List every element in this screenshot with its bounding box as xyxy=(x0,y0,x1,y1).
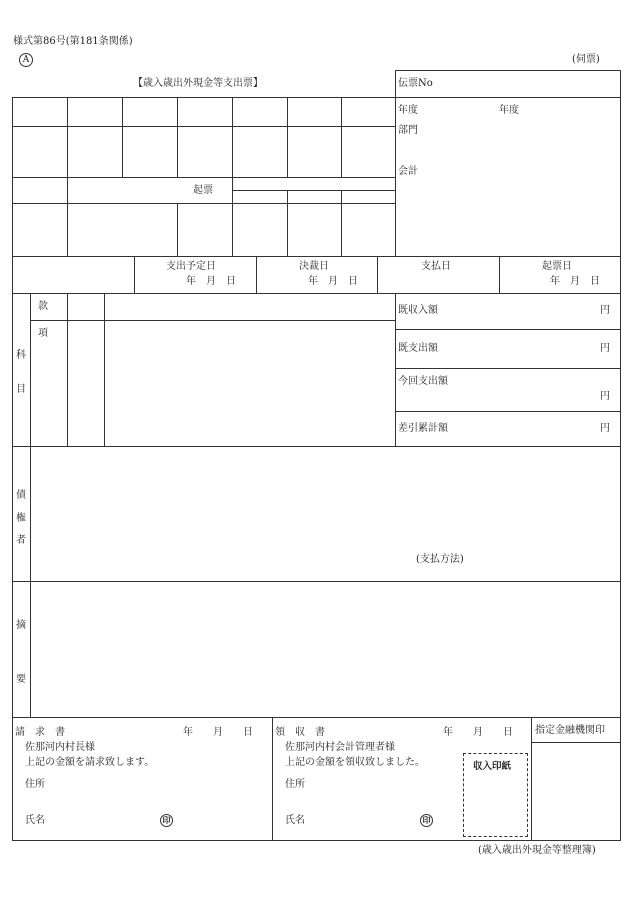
grid-col-5 xyxy=(287,97,288,177)
payment-date-label: 支払日 xyxy=(421,261,451,272)
kou-label: 項 xyxy=(38,328,48,339)
balance-amount-label: 差引累計額 xyxy=(398,423,448,434)
subject-col-4 xyxy=(395,293,396,446)
invoice-address: 住所 xyxy=(25,779,45,790)
bank-seal-label: 指定金融機関印 xyxy=(535,725,605,736)
decision-date-label: 決裁日 xyxy=(299,261,329,272)
kan-label: 款 xyxy=(38,301,48,312)
form-title: 【歳入歳出外現金等支出票】 xyxy=(133,78,263,89)
received-yen: 円 xyxy=(600,305,610,316)
creditor-bottom xyxy=(12,581,621,582)
frame-right xyxy=(620,70,621,841)
revenue-stamp-label: 収入印紙 xyxy=(473,761,512,772)
dates-col-3 xyxy=(377,256,378,293)
grid-row-1 xyxy=(12,126,396,127)
payment-method-label: (支払方法) xyxy=(416,554,464,565)
decision-date-ymd: 年 月 日 xyxy=(308,276,358,287)
receipt-title: 領 収 書 xyxy=(275,727,325,738)
invoice-statement: 上記の金額を請求致します。 xyxy=(25,757,155,768)
slip-divider xyxy=(395,70,396,257)
receipt-addressee: 佐那河内村会計管理者様 xyxy=(285,742,395,753)
invoice-addressee: 佐那河内村長様 xyxy=(25,742,95,753)
paid-yen: 円 xyxy=(600,343,610,354)
invoice-name: 氏名 xyxy=(25,815,45,826)
grid-col-4 xyxy=(232,97,233,257)
inquiry-label: (伺票) xyxy=(572,54,600,65)
invoice-title: 請 求 書 xyxy=(15,727,65,738)
bottom-col-1 xyxy=(272,717,273,841)
receipt-name: 氏名 xyxy=(285,815,305,826)
amount-row-1 xyxy=(395,329,621,330)
subject-col-1 xyxy=(30,293,31,446)
frame-top-right xyxy=(395,70,621,71)
receipt-seal-icon: 印 xyxy=(420,814,433,827)
amount-row-2 xyxy=(395,368,621,369)
grid-col-6b xyxy=(341,190,342,257)
creditor-divider xyxy=(30,446,31,718)
grid-col-6 xyxy=(341,97,342,177)
invoice-seal-icon: 印 xyxy=(160,814,173,827)
planned-payment-date-ymd: 年 月 日 xyxy=(186,276,236,287)
grid-row-3 xyxy=(12,203,396,204)
grid-row-2b xyxy=(232,190,396,191)
department-label: 部門 xyxy=(398,125,418,136)
grid-col-1 xyxy=(67,97,68,257)
issue-date-ymd: 年 月 日 xyxy=(550,276,600,287)
form-number: 様式第86号(第181条関係) xyxy=(13,36,133,47)
dates-top xyxy=(12,256,621,257)
dates-col-4 xyxy=(499,256,500,293)
grid-col-5b xyxy=(287,190,288,257)
bank-label-line xyxy=(531,742,621,743)
bottom-col-2 xyxy=(531,717,532,841)
subject-side-label-2: 目 xyxy=(16,384,26,395)
current-amount-label: 今回支出額 xyxy=(398,376,448,387)
creditor-label-3: 者 xyxy=(16,535,26,546)
subject-col-2 xyxy=(67,293,68,446)
balance-yen: 円 xyxy=(600,423,610,434)
footer-note: (歳入歳出外現金等整理簿) xyxy=(478,845,596,856)
slip-number-label: 伝票No xyxy=(398,78,433,89)
issue-date-label: 起票日 xyxy=(542,261,572,272)
grid-col-3 xyxy=(177,97,178,177)
frame-left xyxy=(12,97,13,841)
subject-col-3 xyxy=(104,293,105,446)
summary-label-2: 要 xyxy=(16,674,26,685)
subject-row-1 xyxy=(30,320,396,321)
summary-label-1: 摘 xyxy=(16,620,26,631)
dates-col-2 xyxy=(256,256,257,293)
dates-col-1 xyxy=(134,256,135,293)
receipt-statement: 上記の金額を領収致しました。 xyxy=(285,757,425,768)
receipt-address: 住所 xyxy=(285,779,305,790)
grid-col-3b xyxy=(177,203,178,257)
circle-mark: A xyxy=(19,53,33,67)
year-label-1: 年度 xyxy=(398,105,418,116)
paid-amount-label: 既支出額 xyxy=(398,343,438,354)
invoice-date: 年 月 日 xyxy=(183,727,253,738)
planned-payment-date-label: 支出予定日 xyxy=(166,261,216,272)
kihyo-label: 起票 xyxy=(193,185,213,196)
creditor-label-2: 権 xyxy=(16,513,26,524)
current-yen: 円 xyxy=(600,391,610,402)
frame-top xyxy=(12,97,621,98)
grid-row-2 xyxy=(12,177,396,178)
frame-bottom xyxy=(12,840,621,841)
grid-col-2 xyxy=(122,97,123,177)
year-label-2: 年度 xyxy=(499,105,519,116)
accounting-label: 会計 xyxy=(398,166,418,177)
creditor-label-1: 債 xyxy=(16,490,26,501)
amount-row-3 xyxy=(395,411,621,412)
received-amount-label: 既収入額 xyxy=(398,305,438,316)
subject-bottom xyxy=(12,446,621,447)
subject-side-label-1: 科 xyxy=(16,350,26,361)
summary-bottom xyxy=(12,717,621,718)
receipt-date: 年 月 日 xyxy=(443,727,513,738)
